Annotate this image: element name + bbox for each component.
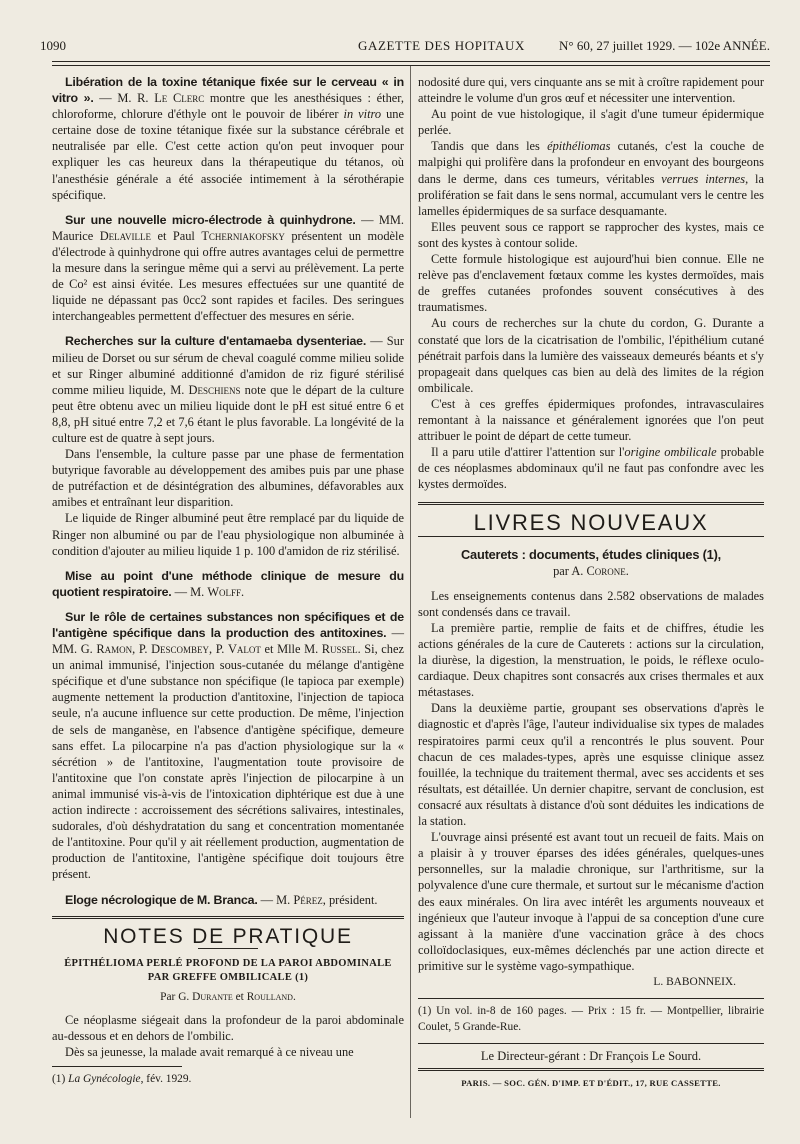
article-antitoxines: Sur le rôle de certaines substances non spécifiques et de l'antigène spécifique dans la production des antitoxines. — MM. G. Ramon, P. Descombey, P. Valot et Mlle M. Russel. Si, chez un animal immunisé, l'injection sous-cutanée du mélange d'antigène spécifique et d'une substance non spécifique (le tapioca par exemple) augmente nettement la production d'antitoxine, l'injection de tapioca seule, n'a aucune influence sur cette production. De même, l'injection de sels de manganèse, en l'absence d'antigène spécifique, demeure sans effet. La pilocarpine n'a pas d'action physiologique sur la « sécrétion » de l'antitoxine, l'augmentation toute provisoire de l'antitoxine que l'on constate après l'injection de pilocarpine à un animal immunisé vis-à-vis de l'intoxication diphtérique est due à une action indirecte : accroissement des sécrétions salivaires, intestinales, sudorales, d'où déshydratation du sang et concentration momentanée de l'antitoxine. Pour qu'il y ait réellement production, augmentation de production de l'antitoxine, l'antigène spécifique doit toujours être présent. [52,609,405,882]
book-review-p1: Les enseignements contenus dans 2.582 observations de malades sont condensés dans ce travail. [418,588,764,619]
note-byline: Par G. Durante et Roulland. [160,990,296,1003]
left-column [52,74,404,1087]
note-continued-p1: nodosité dure qui, vers cinquante ans se mit à croître rapidement pour atteindre le volume d'un gros œuf et nécessiter une intervention. [418,75,764,106]
book-author-line: par A. Corone. [553,563,629,578]
issue-info: N° 60, 27 juillet 1929. — 102e ANNÉE. [558,38,770,53]
article-entamaeba-p2: Dans l'ensemble, la culture passe par une phase de fermentation butyrique favorable au développement des amibes puis par une phase de putréfaction et de désintégration des albumines, défavorables aux amibes et entraînant leur disparition. [52,447,404,510]
note-continued-p3: Tandis que dans les épithéliomas cutanés, c'est la couche de malpighi qui prolifère dans la profondeur en envoyant des bourgeons dans le derme, dans ces tumeurs, véritables verrues internes, la prolifération se fait dans le sens normal, accumulant vers le centre les lamelles épidermiques de sa surface desquamante. [418,139,764,218]
books-heading: LIVRES NOUVEAUX [473,510,709,536]
article-quotient: Mise au point d'une méthode clinique de mesure du quotient respiratoire. — M. Wolff. [52,568,404,599]
note-continued-p2: Au point de vue histologique, il s'agit d'une tumeur épidermique perlée. [418,107,764,138]
book-footnote: (1) Un vol. in-8 de 160 pages. — Prix : 15 fr. — Montpellier, librairie Coulet, 5 Grande-Rue. [418,1005,764,1034]
note-continued-p5: Cette formule histologique est aujourd'hui bien connue. Elle ne relève pas d'enclavement fœtaux comme les kystes dermoïdes, mais de greffes cutanées profondes souvent consécutives à des traumatismes. [418,252,764,315]
article-toxine: Libération de la toxine tétanique fixée sur le cerveau « in vitro ». — M. R. Le Clerc montre que les anesthésiques : éther, chloroforme, chlorure d'éthyle ont le pouvoir de libérer in vitro une certaine dose de toxine tétanique fixée sur la substance cérébrale et neutralisée par elle. C'est cette action qu'on peut invoquer pour expliquer les cas heureux dans la thérapeutique du tétanos, où l'anesthésie générale a été associée intimement à la sérothérapie spécifique. [52,75,404,202]
footnote: (1) La Gynécologie, fév. 1929. [52,1073,192,1086]
page-number: 1090 [40,38,66,53]
article-entamaeba: Recherches sur la culture d'entamaeba dysenteriae. — Sur milieu de Dorset ou sur sérum de cheval coagulé comme milieu solide et sur Ringer albuminé additionné d'amidon de riz figuré stérilisé comme milieu liquide, M. Deschiens note que le départ de la culture peut être obtenu avec un milieu liquide dont le pH est situé entre 6 et 8,8, pH situé entre 7,2 et 7,6 étant le plus favorable. La longévité de la culture est de quatre à sept jours. [52,334,404,445]
note-continued-p7: C'est à ces greffes épidermiques profondes, intravasculaires remontant à la naissance et généralement ignorées que l'on peut attribuer le point de départ de cette tumeur. [418,396,764,444]
notes-heading: NOTES DE PRATIQUE [103,924,353,948]
reviewer: L. BABONNEIX. [653,975,736,988]
director-line: Le Directeur-gérant : Dr François Le Sourd. [480,1049,702,1064]
printer-line: PARIS. — SOC. GÉN. D'IMP. ET D'ÉDIT., 17, RUE CASSETTE. [461,1078,721,1089]
note-title: ÉPITHÉLIOMA PERLÉ PROFOND DE LA PAROI ABDOMINALE PAR GREFFE OMBILICALE (1) [64,957,392,983]
book-review-p4: L'ouvrage ainsi présenté est avant tout un recueil de faits. Mais on a plaisir à y trouver éparses des idées générales, quelques-unes personnelles, sur la maladie chronique, sur l'arthritisme, sur la polyvalence d'une cure thermale, et surtout sur le mécanisme d'action des eaux minérales. On lira avec intérêt les arguments nouveaux et ingénieux que l'auteur invoque à l'appui de sa conception d'une cure agissant à la manière d'une vaccination grâce à des chocs colloïdoclasiques, eux-mêmes déclenchés par une action directe et primitive sur le système vago-sympathique. [418,830,764,973]
header-rule-2 [52,65,770,66]
article-micro-electrode: Sur une nouvelle micro-électrode à quinhydrone. — MM. Maurice Delaville et Paul Tcherniakofsky présentent un modèle d'électrode à quinhydrone qui offre autres avantages celui de permettre la mesure dans la seringue même qui a servi au prélèvement. La perte de Co² est ainsi évitée. Les mesures effectuées sur une quantité de liquide ne dépassant pas 0cc2 sont rapides et faciles. Des seringues interchangeables permettent d'effectuer des mesures en série. [52,212,404,324]
article-eloge: Eloge nécrologique de M. Branca. — M. Pérez, président. [65,892,378,907]
book-title: Cauterets : documents, études cliniques (1), [461,546,721,562]
book-review-p2: La première partie, remplie de faits et de chiffres, étudie les actions générales de la cure de Cauterets : actions sur la circulation, la diurèse, la digestion, la menstruation, le poids, le réflexe oculo-cardiaque. Deux chapitres sont consacrés aux crises thermales et aux métastases. [418,620,764,700]
journal-title: GAZETTE DES HOPITAUX [358,38,525,53]
book-review-p3: Dans la deuxième partie, groupant ses observations d'après le diagnostic et d'après l'âge, l'auteur individualise six types de malades respiratoires parmi ceux qu'il a rencontrés le plus souvent. Pour chacun de ces malades-types, après une esquisse clinique assez fouillée, la technique du traitement thermal, avec ses accidents et ses résultats, est détaillée. Un dernier chapitre, servant de conclusion, est consacré aux résultats à distance d'où sont déduites les indications de la station. [418,701,764,829]
right-column [418,74,764,1091]
note-continued-p6: Au cours de recherches sur la chute du cordon, G. Durante a constaté que lors de la cicatrisation de l'ombilic, l'épithélium cutané pénétrait parfois dans la lumière des vaisseaux demeurés béants et s'y propageait dans quelques cas bien au delà des limites de la région ombilicale. [418,316,764,395]
note-paragraph-2: Dès sa jeunesse, la malade avait remarqué à ce niveau une [65,1044,354,1059]
column-separator [410,66,411,1118]
note-continued-p8: Il a paru utile d'attirer l'attention sur l'origine ombilicale probable de ces néoplasmes abdominaux qu'il ne faut pas confondre avec les kystes dermoïdes. [418,445,764,492]
article-entamaeba-p3: Le liquide de Ringer albuminé peut être remplacé par du liquide de Ringer non albuminé ou par de l'eau physiologique non albuminée à condition d'ajouter au milieu liquide 1 p. 100 d'amidon de riz stérilisé. [52,511,404,558]
note-continued-p4: Elles peuvent sous ce rapport se rapprocher des kystes, mais ce sont des kystes à contour solide. [418,219,764,250]
page-header [40,38,770,58]
header-rule [52,61,770,62]
note-paragraph-1: Ce néoplasme siégeait dans la profondeur de la paroi abdominale au-dessous et en dehors de l'ombilic. [52,1012,404,1043]
